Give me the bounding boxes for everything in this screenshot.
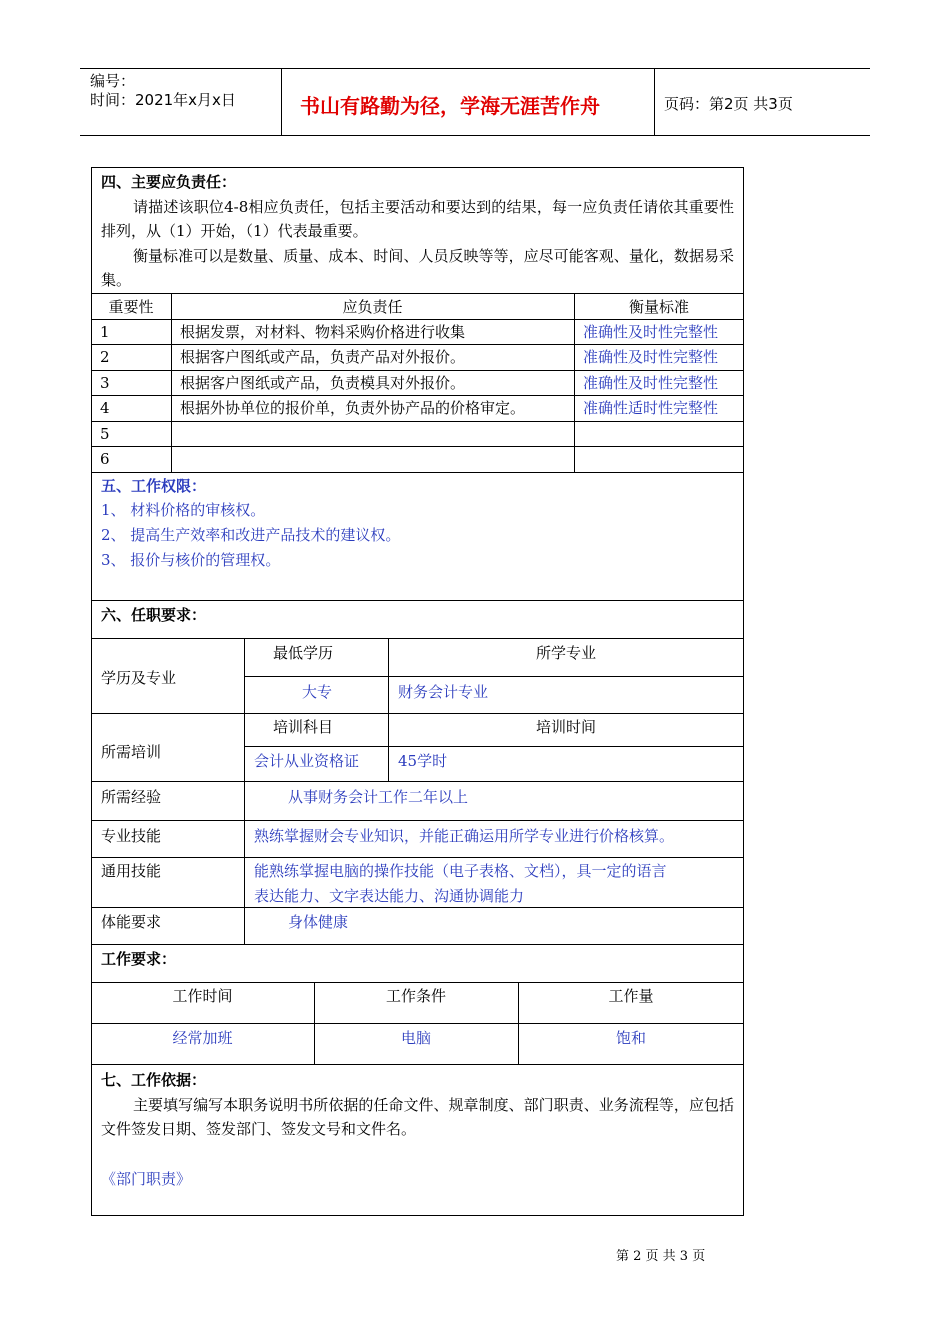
training-subject-header: 培训科目 <box>272 718 333 736</box>
experience-value: 从事财务会计工作二年以上 <box>288 788 469 806</box>
doc-time-label: 时间：2021年x月x日 <box>90 91 236 109</box>
doc-number-label: 编号： <box>90 72 136 90</box>
physical-label: 体能要求 <box>101 913 162 931</box>
rule <box>91 421 744 422</box>
training-subject-value: 会计从业资格证 <box>254 752 360 770</box>
section5-title: 五、工作权限： <box>101 477 207 495</box>
duty-row-text: 根据外协单位的报价单，负责外协产品的价格审定。 <box>180 399 526 417</box>
section4-standard-note: 衡量标准可以是数量、质量、成本、时间、人员反映等等，应尽可能客观、量化，数据易采集。 <box>101 247 734 289</box>
rule <box>91 638 744 639</box>
rule <box>244 746 744 747</box>
work-requirements-title: 工作要求： <box>101 950 177 968</box>
authority-item: 3、 报价与核价的管理权。 <box>101 551 281 569</box>
rule <box>91 820 744 821</box>
major-value: 财务会计专业 <box>398 683 489 701</box>
section7-title: 七、工作依据： <box>101 1071 207 1089</box>
training-time-header: 培训时间 <box>535 718 596 736</box>
work-time-header: 工作时间 <box>172 987 233 1005</box>
col-header-duty: 应负责任 <box>342 298 403 316</box>
section7-instructions: 主要填写编写本职务说明书所依据的任命文件、规章制度、部门职责、业务流程等，应包括文件签发日期、签发部门、签发文号和文件名。 <box>101 1096 734 1138</box>
work-condition-value: 电脑 <box>400 1029 431 1047</box>
rule <box>244 676 744 677</box>
header-page-label: 页码：第2页 共3页 <box>664 95 793 113</box>
rule <box>91 781 744 782</box>
major-header: 所学专业 <box>535 644 596 662</box>
rule <box>574 293 575 472</box>
rule <box>91 857 744 858</box>
work-time-value: 经常加班 <box>172 1029 233 1047</box>
rule <box>91 1023 744 1024</box>
physical-value: 身体健康 <box>288 913 349 931</box>
col-header-standard: 衡量标准 <box>628 298 689 316</box>
education-label: 学历及专业 <box>101 669 177 687</box>
duty-row-standard: 准确性及时性完整性 <box>583 323 719 341</box>
duty-row-text: 根据客户图纸或产品，负责产品对外报价。 <box>180 348 466 366</box>
rule <box>91 370 744 371</box>
rule <box>171 293 172 472</box>
work-condition-header: 工作条件 <box>385 987 446 1005</box>
duty-row-no: 5 <box>100 425 110 443</box>
duty-row-standard: 准确性适时性完整性 <box>583 399 719 417</box>
basis-document: 《部门职责》 <box>101 1170 192 1188</box>
training-label: 所需培训 <box>101 743 162 761</box>
rule <box>91 344 744 345</box>
rule <box>91 1064 744 1065</box>
min-education-header: 最低学历 <box>272 644 333 662</box>
duty-row-text: 根据发票，对材料、物料采购价格进行收集 <box>180 323 466 341</box>
rule <box>91 472 744 473</box>
rule <box>91 293 744 294</box>
header-divider-right <box>654 68 655 136</box>
experience-label: 所需经验 <box>101 788 162 806</box>
training-time-value: 45学时 <box>398 752 448 770</box>
header-bottom-rule <box>80 135 870 136</box>
professional-skill-value: 熟练掌握财会专业知识，并能正确运用所学专业进行价格核算。 <box>254 827 675 845</box>
rule <box>91 395 744 396</box>
section4-instructions: 请描述该职位4-8相应负责任，包括主要活动和要达到的结果，每一应负责任请依其重要性排列，从（1）开始，（1）代表最重要。 <box>101 198 734 240</box>
general-skill-line2: 表达能力、文字表达能力、沟通协调能力 <box>254 887 525 905</box>
duty-row-text: 根据客户图纸或产品，负责模具对外报价。 <box>180 374 466 392</box>
general-skill-line1: 能熟练掌握电脑的操作技能（电子表格、文档），具一定的语言 <box>254 862 667 880</box>
footer-page-number: 第 2 页 共 3 页 <box>616 1249 706 1264</box>
section6-title: 六、任职要求： <box>101 606 207 624</box>
header-top-rule <box>80 68 870 69</box>
rule <box>91 907 744 908</box>
rule <box>91 944 744 945</box>
duty-row-standard: 准确性及时性完整性 <box>583 374 719 392</box>
authority-item: 1、 材料价格的审核权。 <box>101 501 266 519</box>
rule <box>91 600 744 601</box>
authority-item: 2、 提高生产效率和改进产品技术的建议权。 <box>101 526 401 544</box>
rule <box>91 713 744 714</box>
duty-row-no: 2 <box>100 348 110 366</box>
professional-skill-label: 专业技能 <box>101 827 162 845</box>
workload-header: 工作量 <box>608 987 654 1005</box>
duty-row-no: 3 <box>100 374 110 392</box>
rule <box>91 982 744 983</box>
rule <box>91 319 744 320</box>
workload-value: 饱和 <box>615 1029 646 1047</box>
duty-row-no: 6 <box>100 450 110 468</box>
rule <box>91 446 744 447</box>
duty-row-no: 4 <box>100 399 110 417</box>
header-divider-left <box>281 68 282 136</box>
duty-row-no: 1 <box>100 323 110 341</box>
min-education-value: 大专 <box>301 683 332 701</box>
duty-row-standard: 准确性及时性完整性 <box>583 348 719 366</box>
general-skill-label: 通用技能 <box>101 862 162 880</box>
header-motto: 书山有路勤为径，学海无涯苦作舟 <box>300 94 600 118</box>
section4-title: 四、主要应负责任： <box>101 173 237 191</box>
col-header-importance: 重要性 <box>108 298 154 316</box>
